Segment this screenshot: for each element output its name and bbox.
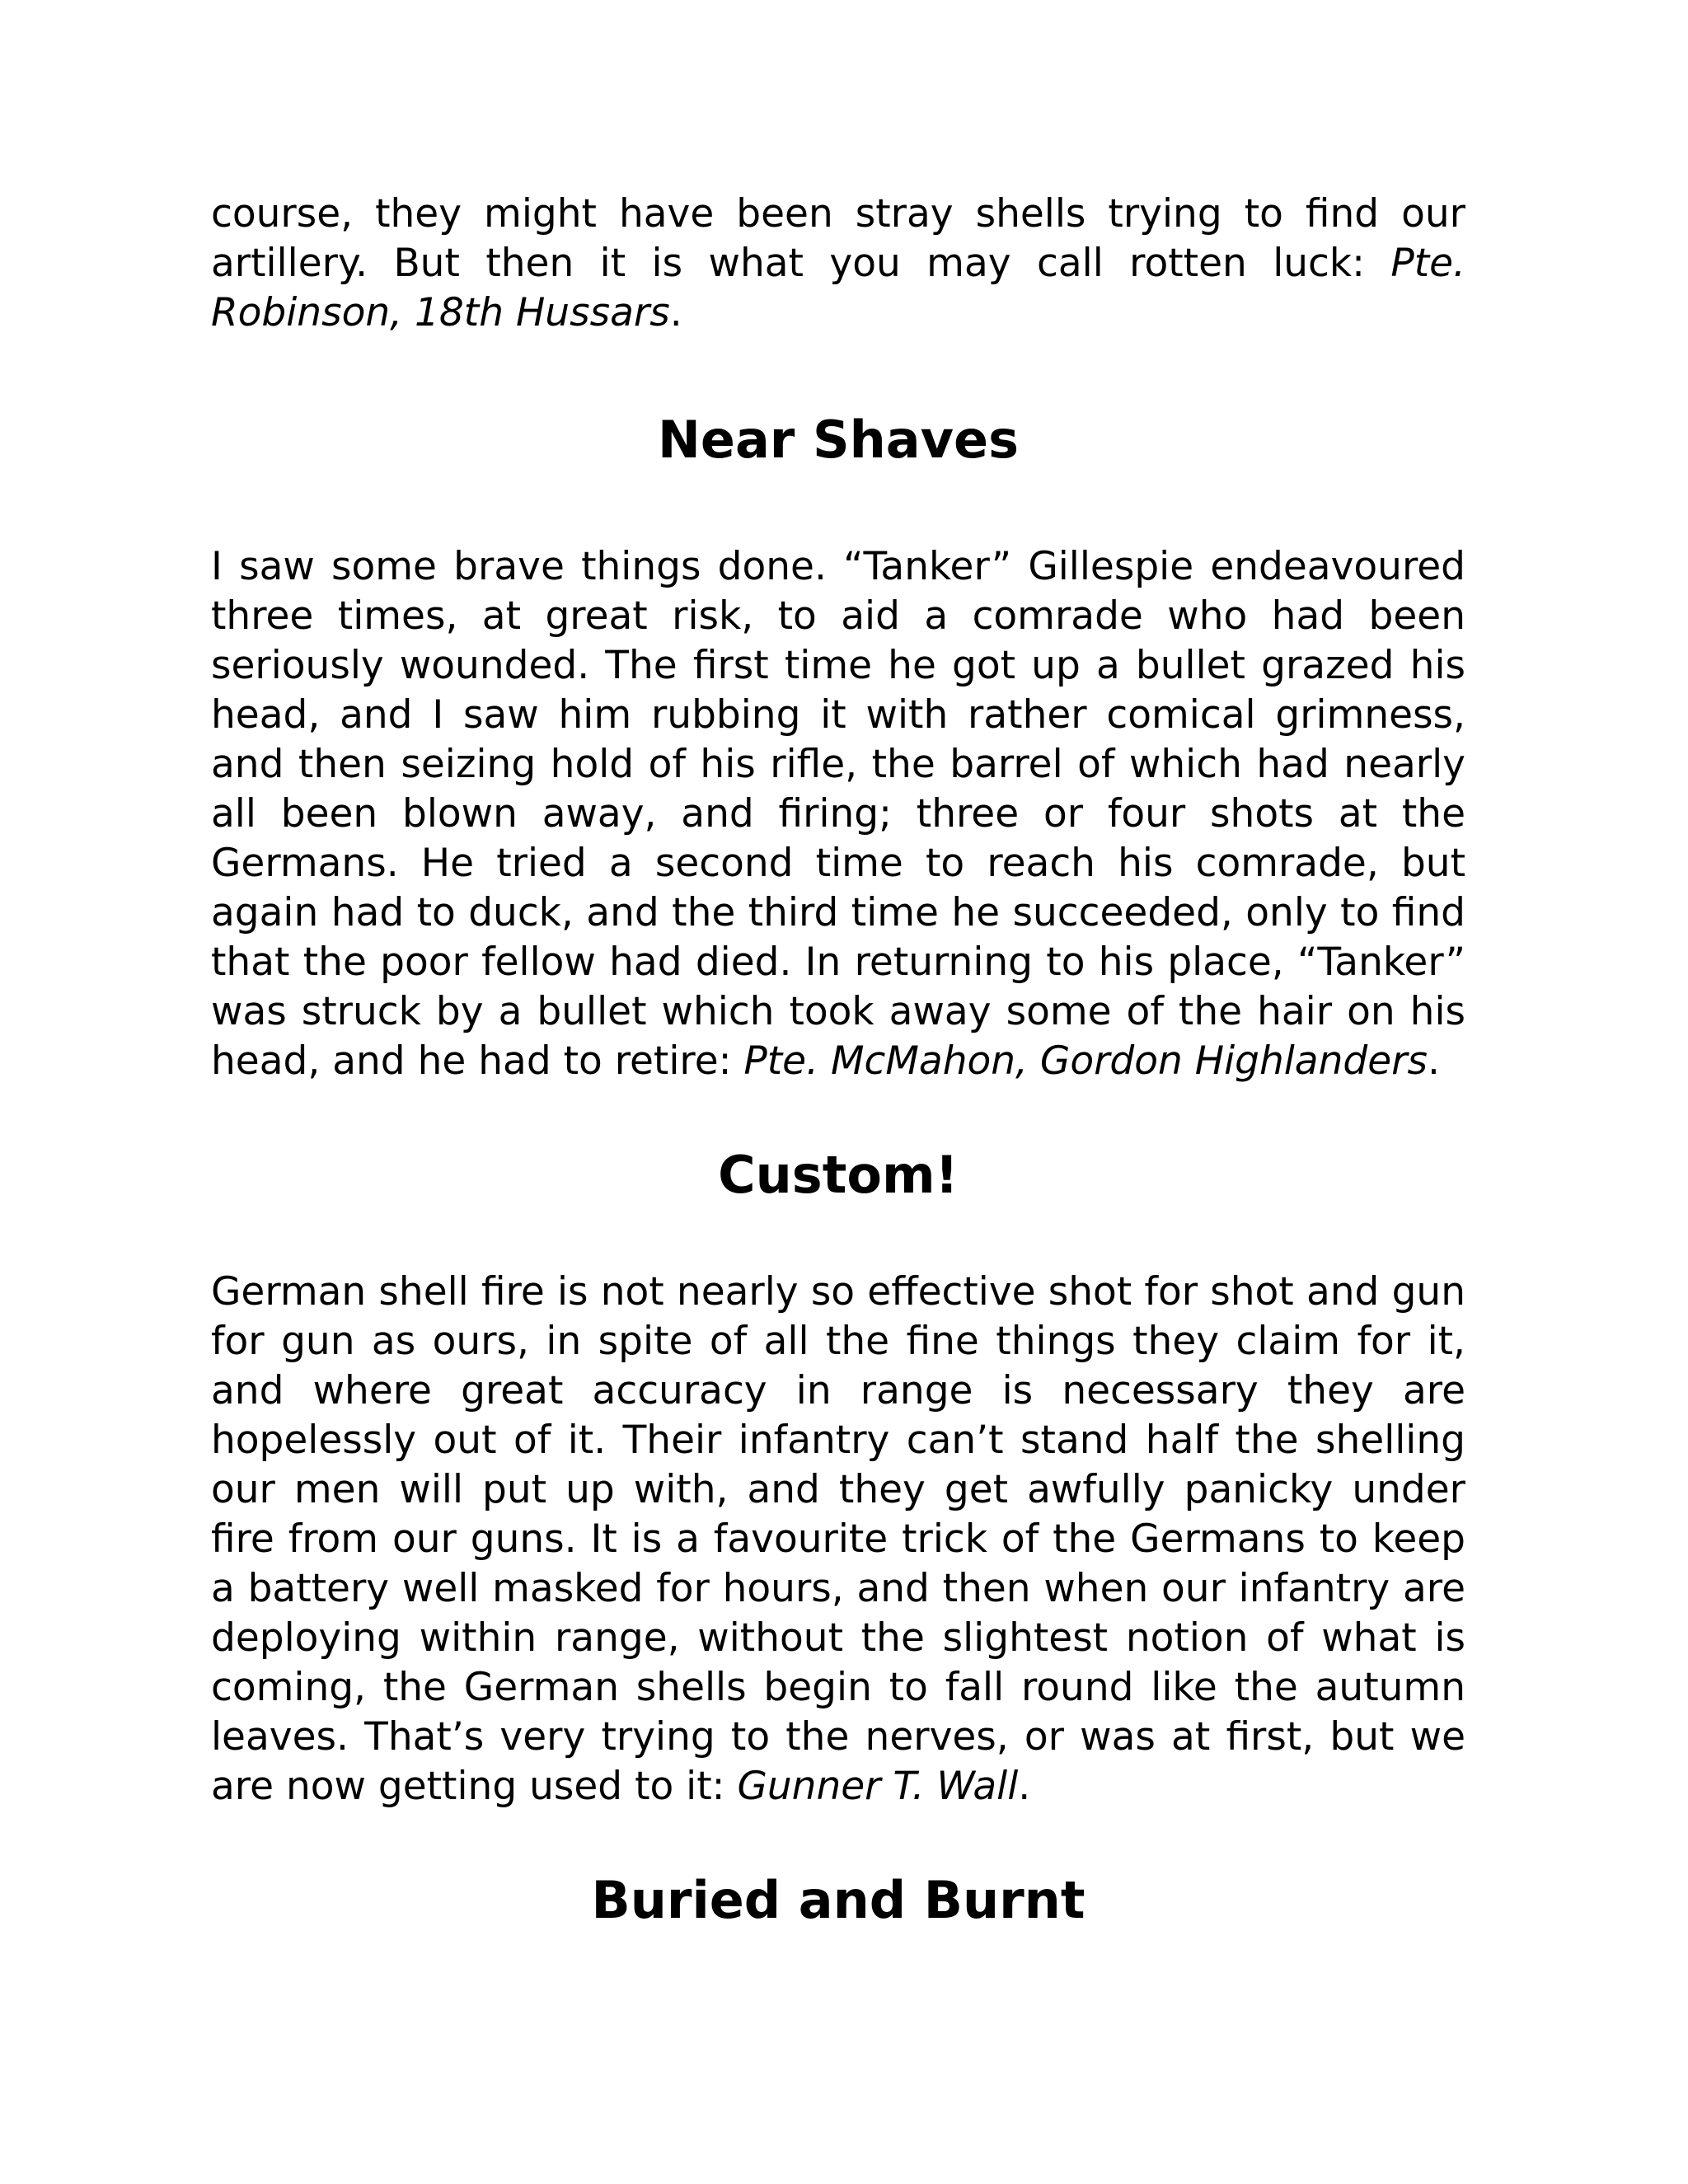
heading-near-shaves: Near Shaves bbox=[658, 410, 1019, 470]
paragraph-mcmahon bbox=[211, 542, 1465, 1086]
heading-custom: Custom! bbox=[718, 1145, 959, 1205]
paragraph-wall bbox=[211, 1268, 1465, 1811]
heading-buried-and-burnt: Buried and Burnt bbox=[591, 1870, 1085, 1930]
paragraph-text: German shell fire is not nearly so effective shot for shot and gun for gun as ours, in spite of all the fine things they claim for it, and where great accuracy in range is necessary they are hopelessly out of it. Their infantry can’t stand half the shelling our men will put up with, and they get awfully panicky under fire from our guns. It is a favourite trick of the Germans to keep a battery well masked for hours, and then when our infantry are deploying within range, without the slightest notion of what is coming, the German shells begin to fall round like the autumn leaves. That’s very trying to the nerves, or was at first, but we are now getting used to it: bbox=[211, 1269, 1465, 1809]
citation: Gunner T. Wall bbox=[737, 1764, 1019, 1809]
citation: Pte. McMahon, Gordon Highlanders bbox=[743, 1038, 1428, 1084]
paragraph-text: course, they might have been stray shells trying to find our artillery. But then it is what you may call rotten luck: bbox=[211, 191, 1465, 286]
paragraph-end: . bbox=[1427, 1038, 1440, 1084]
document-page bbox=[211, 190, 1465, 1933]
paragraph-end: . bbox=[669, 290, 682, 335]
paragraph-end: . bbox=[1018, 1764, 1031, 1809]
paragraph-robinson bbox=[211, 190, 1465, 338]
citation: Pte. Robinson, 18th Hussars bbox=[211, 241, 1465, 335]
paragraph-text: I saw some brave things done. “Tanker” Gillespie endeavoured three times, at great risk, to aid a comrade who had been seriously wounded. The first time he got up a bullet grazed his head, and I saw him rubbing it with rather comical grimness, and then seizing hold of his rifle, the barrel of which had nearly all been blown away, and firing; three or four shots at the Germans. He tried a second time to reach his comrade, but again had to duck, and the third time he succeeded, only to find that the poor fellow had died. In returning to his place, “Tanker” was struck by a bullet which took away some of the hair on his head, and he had to retire: bbox=[211, 544, 1465, 1084]
